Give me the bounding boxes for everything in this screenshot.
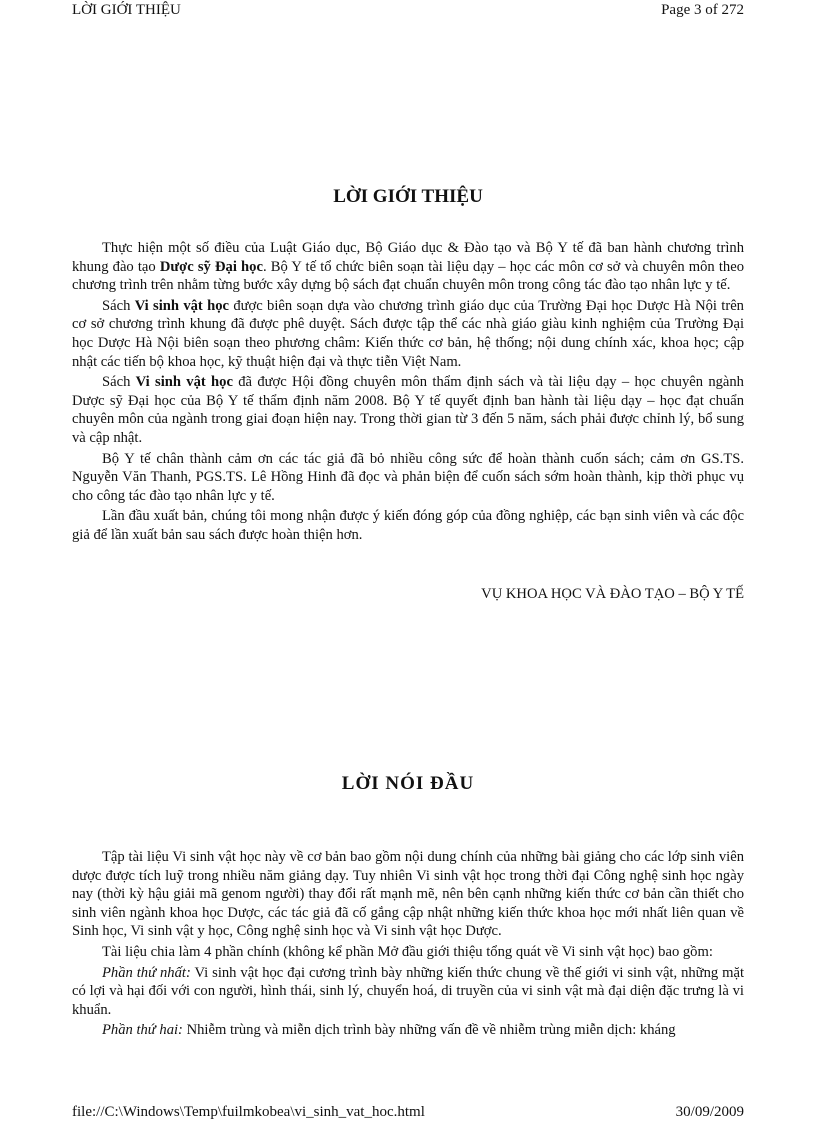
page-number: Page 3 of 272 (661, 2, 744, 18)
intro-paragraph-2: Sách Vi sinh vật học được biên soạn dựa vào chương trình giáo dục của Trường Đại học Dược Hà Nội trên cơ sở chương trình khung đã được phê duyệt. Sách được tập thể các nhà giáo giàu kinh nghiệm của Trường Đại học Dược Hà Nội biên soạn theo phương châm: Kiến thức cơ bản, hệ thống; nội dung chính xác, khoa học; cập nhật các tiến bộ khoa học, kỹ thuật hiện đại và thực tiễn Việt Nam. (72, 297, 744, 370)
intro-heading: LỜI GIỚI THIỆU (333, 186, 483, 207)
preface-paragraph-2: Tài liệu chia làm 4 phần chính (không kể phần Mở đầu giới thiệu tổng quát về Vi sinh vật học) bao gồm: (102, 943, 713, 960)
intro-paragraph-4: Bộ Y tế chân thành cảm ơn các tác giả đã bỏ nhiều công sức để hoàn thành cuốn sách; cảm ơn GS.TS. Nguyễn Văn Thanh, PGS.TS. Lê Hồng Hinh đã đọc và phản biện để cuốn sách sớm hoàn thành, kịp thời phục vụ cho công tác đào tạo nhân lực y tế. (72, 450, 744, 504)
preface-body (72, 848, 744, 1042)
preface-paragraph-1: Tập tài liệu Vi sinh vật học này về cơ bản bao gồm nội dung chính của những bài giảng cho các lớp sinh viên dược được tích luỹ trong nhiều năm giảng dạy. Tuy nhiên Vi sinh vật học trong thời đại Công nghệ sinh học ngày nay (thời kỳ hậu giải mã genom người) thay đổi rất mạnh mẽ, nên bên cạnh những kiến thức cơ bản cần thiết cho sinh viên ngành khoa học Dược, các tác giả đã cố gắng cập nhật những kiến thức khoa học mới nhất liên quan về Sinh học, Vi sinh vật y học, Công nghệ sinh học và Vi sinh vật học Dược. (72, 849, 744, 940)
intro-body (72, 239, 744, 547)
page-header-title: LỜI GIỚI THIỆU (72, 2, 181, 18)
intro-paragraph-1: Thực hiện một số điều của Luật Giáo dục, Bộ Giáo dục & Đào tạo và Bộ Y tế đã ban hành chương trình khung đào tạo Dược sỹ Đại học. Bộ Y tế tổ chức biên soạn tài liệu dạy – học các môn cơ sở và chuyên môn theo chương trình trên nhằm từng bước xây dựng bộ sách đạt chuẩn chuyên môn trong công tác đào tạo nhân lực y tế. (72, 240, 744, 294)
preface-paragraph-3: Phần thứ nhất: Vi sinh vật học đại cương trình bày những kiến thức chung về thế giới vi sinh vật, những mặt có lợi và hại đối với con người, hình thái, sinh lý, chuyển hoá, di truyền của vi sinh vật mà đại diện đặc trưng là vi khuẩn. (72, 964, 744, 1018)
page-footer-date: 30/09/2009 (675, 1104, 744, 1120)
preface-paragraph-4: Phần thứ hai: Nhiễm trùng và miễn dịch trình bày những vấn đề về nhiễm trùng miễn dịch: kháng (102, 1022, 676, 1039)
preface-heading: LỜI NÓI ĐẦU (341, 773, 475, 794)
page-footer-url: file://C:\Windows\Temp\fuilmkobea\vi_sinh_vat_hoc.html (72, 1104, 425, 1120)
intro-paragraph-3: Sách Vi sinh vật học đã được Hội đồng chuyên môn thẩm định sách và tài liệu dạy – học chuyên ngành Dược sỹ Đại học của Bộ Y tế thẩm định năm 2008. Bộ Y tế quyết định ban hành tài liệu dạy – học đạt chuẩn chuyên môn của ngành trong giai đoạn hiện nay. Trong thời gian từ 3 đến 5 năm, sách phải được chỉnh lý, bổ sung và cập nhật. (72, 374, 744, 446)
intro-paragraph-5: Lần đầu xuất bản, chúng tôi mong nhận được ý kiến đóng góp của đồng nghiệp, các bạn sinh viên và các độc giả để lần xuất bản sau sách được hoàn thiện hơn. (72, 508, 744, 543)
intro-signoff: VỤ KHOA HỌC VÀ ĐÀO TẠO – BỘ Y TẾ (481, 586, 744, 602)
